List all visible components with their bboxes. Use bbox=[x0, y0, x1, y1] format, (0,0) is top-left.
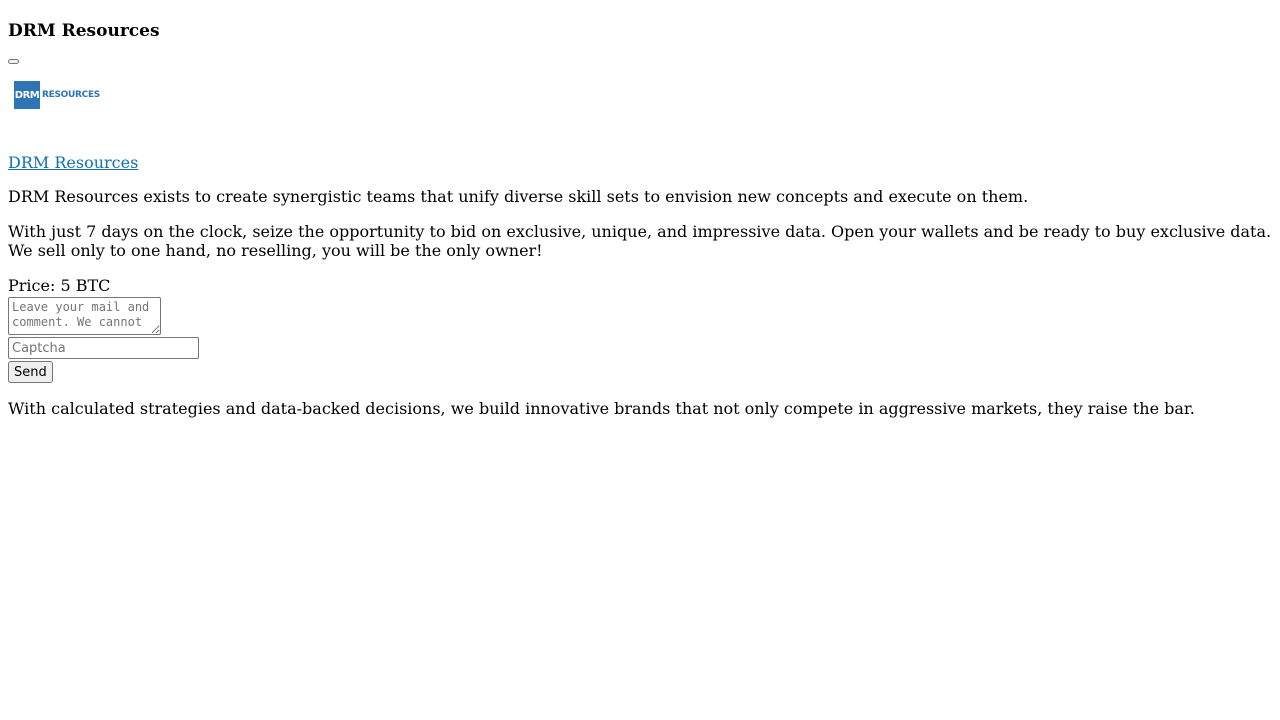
logo-text: RESOURCES bbox=[42, 90, 100, 100]
captcha-input[interactable] bbox=[8, 337, 199, 359]
drm-logo bbox=[14, 81, 110, 109]
offer-text: With just 7 days on the clock, seize the opportunity to bid on exclusive, unique, and impressive data. Open your wallets and be ready to buy exclusive data. We sell only to one hand, no reselling, you will be the only owner! bbox=[8, 222, 1272, 260]
closing-text: With calculated strategies and data-backed decisions, we build innovative brands that not only compete in aggressive markets, they raise the bar. bbox=[8, 399, 1195, 418]
menu-toggle-button[interactable] bbox=[8, 59, 19, 64]
intro-text: DRM Resources exists to create synergistic teams that unify diverse skill sets to envision new concepts and execute on them. bbox=[8, 187, 1029, 206]
page-title: DRM Resources bbox=[8, 21, 160, 41]
comment-textarea[interactable] bbox=[8, 297, 161, 335]
send-button[interactable]: Send bbox=[8, 361, 53, 383]
price-label: Price: 5 BTC bbox=[8, 276, 111, 295]
bid-form bbox=[8, 297, 1272, 383]
logo-mark: DRM bbox=[14, 81, 40, 109]
site-link[interactable]: DRM Resources bbox=[8, 153, 139, 172]
